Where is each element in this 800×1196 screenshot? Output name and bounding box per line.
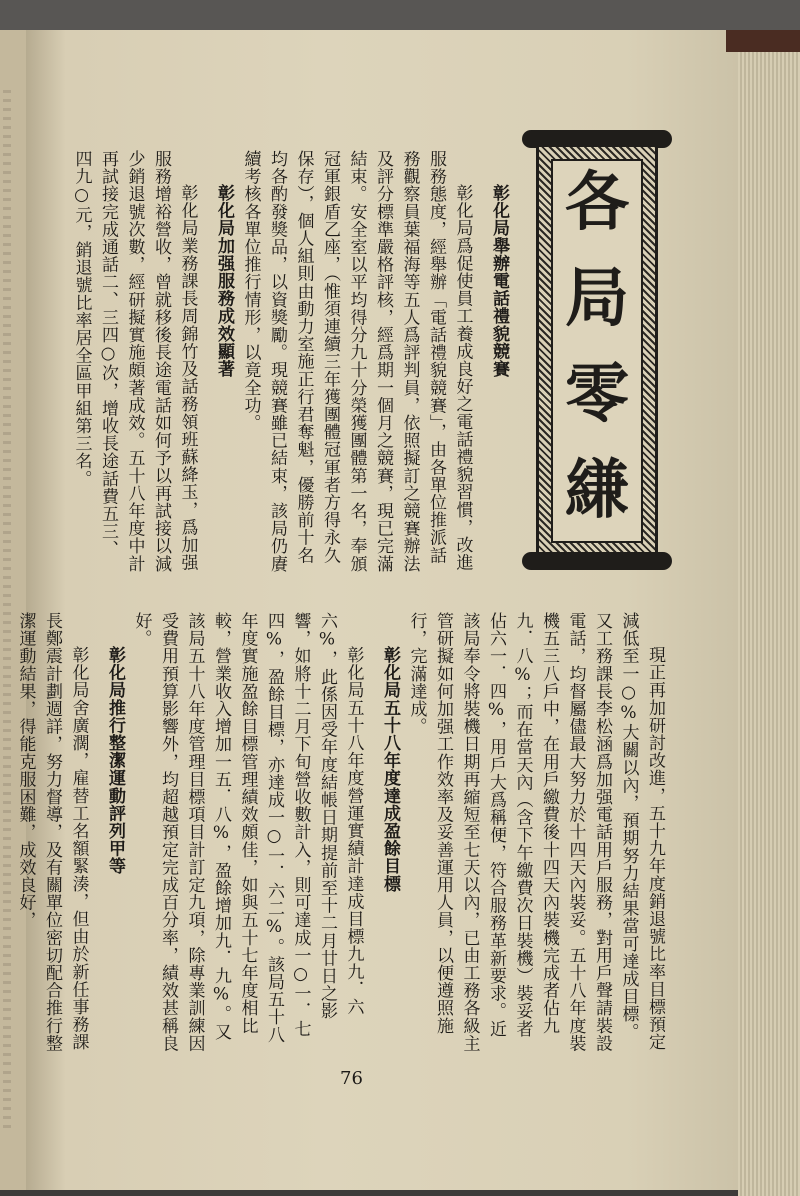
- page-stack-edge: [738, 46, 800, 1196]
- article-title: 彰化局五十八年度達成盈餘目標: [380, 646, 400, 893]
- top-text-block: [62, 150, 512, 575]
- book-binding: [726, 30, 800, 52]
- article-body: 彰化局爲促使員工養成良好之電話禮貌習慣，改進服務態度，經舉辦「電話禮貌競賽」，由各單位推派話務觀察員葉福海等五人爲評判員，依照擬訂之競賽辦法及評分標準嚴格評核，經爲期一個月之競賽，現已完滿結束。安全室以平均得分九十分榮獲團體第一名，奉頒冠軍銀盾乙座，（惟須連續三年獲團體冠軍者方得永久保存），個人組則由動力室施正行君奪魁，優勝前十名均各酌發獎品，以資獎勵。現競賽雖已結束，該局仍賡續考核各單位推行情形，以竟全功。: [240, 150, 473, 573]
- banner-char-1: 各: [565, 165, 629, 240]
- article-body: 彰化局五十八年度營運實績計達成目標九九．六六%，此係因受年度結帳日期提前至十二月廿日之影響，如將十二月下旬營收數計入，則可達成一○一．七四%，盈餘目標，亦達成一○一．六二%。該局五十八年度實施盈餘目標管理績效頗佳，如與五十七年度相比較，營業收入增加一五．八%，盈餘增加九．九%。又該局五十八年度管理目標項目計訂定九項，除專業訓練因受費用預算影響外，均超越預定完成百分率，績效甚稱良好。: [131, 612, 364, 1052]
- section-banner: [522, 130, 672, 570]
- banner-char-2: 局: [565, 261, 629, 336]
- bottom-text-block: [15, 612, 668, 1052]
- table-background: [0, 0, 800, 34]
- article-body: 彰化局業務課長周錦竹及話務領班蘇絳玉，爲加强服務增裕營收，曾就移後長途電話如何予以再試接以減少銷退號次數，經研擬實施頗著成效。五十八年度中計再試接完成通話二、三四○次，增收長途話費五三、四九○元，銷退號比率居全區甲組第三名。: [71, 150, 198, 573]
- article-body: 彰化局舍廣濶，雇替工名額緊湊，但由於新任事務課長鄭震計劃週詳，努力督導，及有關單位密切配合推行整潔運動結果，得能克服困難，成效良好，: [15, 612, 89, 1052]
- article-title: 彰化局舉辦電話禮貌競賽: [489, 184, 509, 378]
- article-continued-body: 現正再加研討改進，五十九年度銷退號比率目標預定減低至一○%大關以內，預期努力結果當可達成目標。又工務課長李松涵爲加强電話用戶服務，對用戶聲請裝設電話，均督屬儘最大努力於十四天內裝妥。五十八年度裝機五三八戶中，在用戶繳費後十四天內裝機完成者佔九九．八%；而在當天內（含下午繳費次日裝機）裝妥者佔六一．四%，用戶大爲稱便，符合服務革新要求。近該局奉令將裝機日期再縮短至七天以內，已由工務各級主管研擬如何加强工作效率及妥善運用人員，以便遵照施行，完滿達成。: [406, 612, 665, 1052]
- banner-bottom-rod: [522, 552, 672, 570]
- page-number: 76: [340, 1068, 363, 1089]
- banner-char-3: 零: [565, 357, 629, 432]
- article-title: 彰化局加强服務成效顯著: [214, 184, 234, 378]
- banner-char-4: 縑: [565, 453, 629, 528]
- article-title: 彰化局推行整潔運動評列甲等: [105, 646, 125, 875]
- banner-frame: [536, 144, 658, 558]
